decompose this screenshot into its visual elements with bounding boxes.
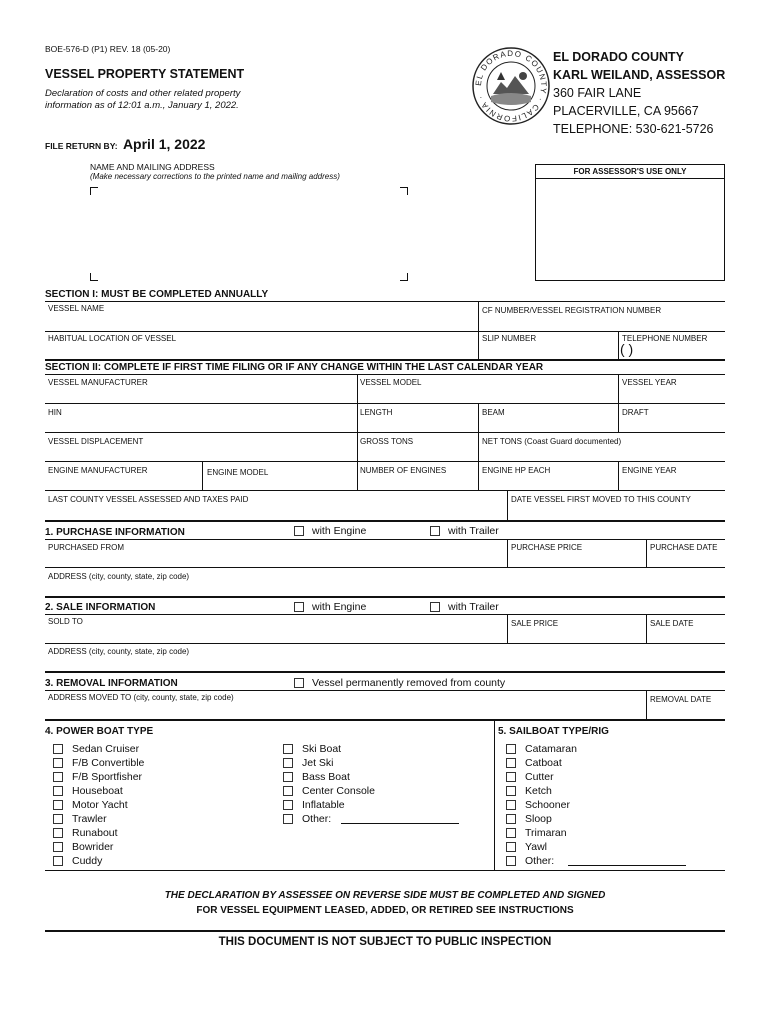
option-label: Cutter xyxy=(525,771,554,783)
sale-info-title: 2. SALE INFORMATION xyxy=(45,602,156,613)
engine-year-field[interactable] xyxy=(620,476,724,489)
option-label: Motor Yacht xyxy=(72,799,128,811)
power-boat-list-2 xyxy=(283,742,459,826)
checkbox-icon xyxy=(294,526,304,536)
purchase-address-field[interactable] xyxy=(47,582,724,595)
divider xyxy=(45,403,725,404)
net-tons-label: NET TONS (Coast Guard documented) xyxy=(482,437,622,446)
option-label: Jet Ski xyxy=(302,757,334,769)
section-2-title: SECTION II: COMPLETE IF FIRST TIME FILING OR IF ANY CHANGE WITHIN THE LAST CALENDAR YEAR xyxy=(45,362,544,373)
file-return-label: FILE RETURN BY: xyxy=(45,141,118,151)
divider xyxy=(45,614,725,615)
sold-to-label: SOLD TO xyxy=(48,617,83,626)
power-bowrider-checkbox[interactable] xyxy=(53,840,144,854)
purchase-date-label: PURCHASE DATE xyxy=(650,543,718,552)
address-moved-label: ADDRESS MOVED TO (city, county, state, zip code) xyxy=(48,693,234,702)
vessel-model-field[interactable] xyxy=(359,388,616,402)
divider xyxy=(618,403,619,432)
purchase-with-engine-checkbox[interactable] xyxy=(294,525,366,537)
engine-model-label: ENGINE MODEL xyxy=(207,468,269,477)
power-fb-sportfisher-checkbox[interactable] xyxy=(53,770,144,784)
purchase-info-title: 1. PURCHASE INFORMATION xyxy=(45,527,185,538)
option-label: Other: xyxy=(525,855,555,867)
power-center-console-checkbox[interactable] xyxy=(283,784,459,798)
power-boat-title: 4. POWER BOAT TYPE xyxy=(45,726,154,737)
beam-label: BEAM xyxy=(482,408,505,417)
divider xyxy=(45,359,725,361)
option-label: Ski Boat xyxy=(302,743,342,755)
power-boat-list-1 xyxy=(53,742,144,868)
draft-field[interactable] xyxy=(620,418,724,431)
checkbox-icon xyxy=(294,602,304,612)
sail-yawl-checkbox[interactable] xyxy=(506,840,686,854)
divider xyxy=(45,671,725,673)
purchase-price-label: PURCHASE PRICE xyxy=(511,543,583,552)
option-label: Sloop xyxy=(525,813,552,825)
form-subtitle: Declaration of costs and other related property information as of 12:01 a.m., January 1, 2022. xyxy=(45,88,241,111)
phone-area-code-parens: ( ) xyxy=(620,341,634,357)
engine-model-field[interactable] xyxy=(205,478,355,489)
divider xyxy=(507,614,508,643)
purchased-from-field[interactable] xyxy=(47,553,505,566)
checkbox-icon xyxy=(430,526,440,536)
habitual-location-field[interactable] xyxy=(47,344,475,358)
purchase-address-label: ADDRESS (city, county, state, zip code) xyxy=(48,572,190,581)
divider xyxy=(45,539,725,540)
option-label: Other: xyxy=(302,813,332,825)
removal-date-label: REMOVAL DATE xyxy=(650,695,712,704)
cf-number-field[interactable] xyxy=(481,316,723,330)
equipment-notice: FOR VESSEL EQUIPMENT LEASED, ADDED, OR RETIRED SEE INSTRUCTIONS xyxy=(196,905,574,916)
file-return-date: April 1, 2022 xyxy=(122,136,206,152)
power-inflatable-checkbox[interactable] xyxy=(283,798,459,812)
divider xyxy=(45,930,725,932)
divider xyxy=(45,520,725,522)
divider xyxy=(45,374,725,375)
checkbox-icon xyxy=(53,758,63,768)
checkbox-icon xyxy=(506,842,516,852)
beam-field[interactable] xyxy=(480,418,616,431)
option-label: Runabout xyxy=(72,827,118,839)
checkbox-icon xyxy=(283,800,293,810)
file-return-by xyxy=(45,136,205,152)
length-label: LENGTH xyxy=(360,408,393,417)
mailing-note: (Make necessary corrections to the printed name and mailing address) xyxy=(90,172,340,181)
sailboat-title: 5. SAILBOAT TYPE/RIG xyxy=(498,726,609,737)
sale-price-label: SALE PRICE xyxy=(511,619,559,628)
checkbox-label: with Engine xyxy=(312,525,367,537)
option-label: Bowrider xyxy=(72,841,114,853)
length-field[interactable] xyxy=(359,418,476,431)
engine-hp-field[interactable] xyxy=(480,476,616,489)
checkbox-icon xyxy=(53,814,63,824)
sail-cutter-checkbox[interactable] xyxy=(506,770,686,784)
county-telephone: TELEPHONE: 530-621-5726 xyxy=(553,122,714,136)
sail-sloop-checkbox[interactable] xyxy=(506,812,686,826)
power-sedan-cruiser-checkbox[interactable] xyxy=(53,742,144,756)
divider xyxy=(45,432,725,433)
section-1-title: SECTION I: MUST BE COMPLETED ANNUALLY xyxy=(45,289,269,300)
divider xyxy=(646,614,647,643)
telephone-number-field[interactable] xyxy=(640,344,724,358)
purchase-date-field[interactable] xyxy=(648,553,724,566)
vessel-year-field[interactable] xyxy=(620,388,724,402)
sail-catamaran-checkbox[interactable] xyxy=(506,742,686,756)
checkbox-label: with Trailer xyxy=(448,525,499,537)
divider xyxy=(646,690,647,719)
checkbox-icon xyxy=(506,814,516,824)
checkbox-icon xyxy=(506,856,516,866)
hin-label: HIN xyxy=(48,408,62,417)
checkbox-icon xyxy=(506,744,516,754)
sail-other-checkbox[interactable] xyxy=(506,854,686,868)
divider xyxy=(45,719,725,721)
option-label: Center Console xyxy=(302,785,375,797)
option-label: Yawl xyxy=(525,841,547,853)
slip-number-label: SLIP NUMBER xyxy=(482,334,537,343)
vessel-displacement-label: VESSEL DISPLACEMENT xyxy=(48,437,144,446)
assessor-use-label: FOR ASSESSOR'S USE ONLY xyxy=(536,165,724,179)
draft-label: DRAFT xyxy=(622,408,649,417)
county-address-block xyxy=(553,48,725,138)
checkbox-icon xyxy=(53,842,63,852)
option-label: Trawler xyxy=(72,813,107,825)
option-label: Inflatable xyxy=(302,799,345,811)
purchased-from-label: PURCHASED FROM xyxy=(48,543,125,552)
sale-price-field[interactable] xyxy=(509,629,644,642)
purchase-price-field[interactable] xyxy=(509,553,644,566)
checkbox-icon xyxy=(506,772,516,782)
checkbox-icon xyxy=(506,800,516,810)
checkbox-icon xyxy=(430,602,440,612)
sale-with-trailer-checkbox[interactable] xyxy=(430,601,499,613)
engine-year-label: ENGINE YEAR xyxy=(622,466,677,475)
sale-address-label: ADDRESS (city, county, state, zip code) xyxy=(48,647,190,656)
checkbox-icon xyxy=(294,678,304,688)
power-motor-yacht-checkbox[interactable] xyxy=(53,798,144,812)
divider xyxy=(45,690,725,691)
engine-manufacturer-label: ENGINE MANUFACTURER xyxy=(48,466,148,475)
checkbox-icon xyxy=(283,744,293,754)
sailboat-list xyxy=(506,742,686,868)
option-label: Ketch xyxy=(525,785,552,797)
option-label: Trimaran xyxy=(525,827,567,839)
removal-info-title: 3. REMOVAL INFORMATION xyxy=(45,678,178,689)
divider xyxy=(45,461,725,462)
cf-number-label: CF NUMBER/VESSEL REGISTRATION NUMBER xyxy=(482,306,662,315)
vessel-manufacturer-label: VESSEL MANUFACTURER xyxy=(48,378,148,387)
sold-to-field[interactable] xyxy=(47,628,505,642)
power-houseboat-checkbox[interactable] xyxy=(53,784,144,798)
checkbox-label: with Engine xyxy=(312,601,367,613)
hin-field[interactable] xyxy=(47,418,355,431)
power-jet-ski-checkbox[interactable] xyxy=(283,756,459,770)
checkbox-icon xyxy=(53,800,63,810)
vessel-removed-checkbox[interactable] xyxy=(294,677,505,689)
option-label: F/B Convertible xyxy=(72,757,145,769)
checkbox-label: Vessel permanently removed from county xyxy=(312,677,506,689)
divider xyxy=(45,567,725,568)
number-of-engines-label: NUMBER OF ENGINES xyxy=(360,466,447,475)
number-of-engines-field[interactable] xyxy=(359,476,476,489)
divider xyxy=(646,539,647,567)
sail-other-field[interactable] xyxy=(568,856,686,866)
checkbox-icon xyxy=(506,758,516,768)
gross-tons-label: GROSS TONS xyxy=(360,437,414,446)
checkbox-icon xyxy=(283,814,293,824)
option-label: Catamaran xyxy=(525,743,577,755)
vessel-displacement-field[interactable] xyxy=(47,447,355,460)
checkbox-label: with Trailer xyxy=(448,601,499,613)
vessel-year-label: VESSEL YEAR xyxy=(622,378,677,387)
address-moved-field[interactable] xyxy=(47,704,644,718)
power-runabout-checkbox[interactable] xyxy=(53,826,144,840)
public-inspection-notice: THIS DOCUMENT IS NOT SUBJECT TO PUBLIC INSPECTION xyxy=(218,936,552,948)
sale-address-field[interactable] xyxy=(47,657,724,670)
checkbox-icon xyxy=(283,758,293,768)
sail-ketch-checkbox[interactable] xyxy=(506,784,686,798)
divider xyxy=(45,331,725,332)
power-other-checkbox[interactable] xyxy=(283,812,459,826)
option-label: Sedan Cruiser xyxy=(72,743,140,755)
divider xyxy=(494,719,495,870)
date-moved-label: DATE VESSEL FIRST MOVED TO THIS COUNTY xyxy=(511,495,691,504)
sail-trimaran-checkbox[interactable] xyxy=(506,826,686,840)
option-label: Cuddy xyxy=(72,855,103,867)
removal-date-field[interactable] xyxy=(648,705,724,718)
county-city: PLACERVILLE, CA 95667 xyxy=(553,104,699,118)
vessel-name-field[interactable] xyxy=(47,314,475,330)
option-label: Houseboat xyxy=(72,785,123,797)
habitual-location-label: HABITUAL LOCATION OF VESSEL xyxy=(48,334,177,343)
checkbox-icon xyxy=(53,744,63,754)
vessel-manufacturer-field[interactable] xyxy=(47,388,355,402)
assessor-use-box xyxy=(535,164,725,281)
divider xyxy=(45,301,725,302)
seal-text: EL DORADO COUNTY · CALIFORNIA · xyxy=(473,48,549,124)
county-name: EL DORADO COUNTY xyxy=(553,50,685,64)
checkbox-icon xyxy=(53,772,63,782)
purchase-with-trailer-checkbox[interactable] xyxy=(430,525,499,537)
divider xyxy=(202,461,203,490)
checkbox-icon xyxy=(283,772,293,782)
sale-date-label: SALE DATE xyxy=(650,619,694,628)
engine-hp-label: ENGINE HP EACH xyxy=(482,466,551,475)
power-trawler-checkbox[interactable] xyxy=(53,812,144,826)
county-seal-logo xyxy=(471,46,551,126)
divider xyxy=(478,301,479,359)
gross-tons-field[interactable] xyxy=(359,447,476,460)
engine-manufacturer-field[interactable] xyxy=(47,476,200,489)
power-bass-boat-checkbox[interactable] xyxy=(283,770,459,784)
divider xyxy=(45,490,725,491)
sale-with-engine-checkbox[interactable] xyxy=(294,601,366,613)
slip-number-field[interactable] xyxy=(481,344,616,358)
power-fb-convertible-checkbox[interactable] xyxy=(53,756,144,770)
power-other-field[interactable] xyxy=(341,814,459,824)
county-street: 360 FAIR LANE xyxy=(553,86,642,100)
power-cuddy-checkbox[interactable] xyxy=(53,854,144,868)
divider xyxy=(45,596,725,598)
sale-date-field[interactable] xyxy=(648,629,724,642)
checkbox-icon xyxy=(506,828,516,838)
date-moved-field[interactable] xyxy=(509,505,724,519)
sail-catboat-checkbox[interactable] xyxy=(506,756,686,770)
option-label: Bass Boat xyxy=(302,771,350,783)
option-label: F/B Sportfisher xyxy=(72,771,143,783)
last-county-label: LAST COUNTY VESSEL ASSESSED AND TAXES PAID xyxy=(48,495,249,504)
checkbox-icon xyxy=(53,828,63,838)
checkbox-icon xyxy=(53,786,63,796)
form-code: BOE-576-D (P1) REV. 18 (05-20) xyxy=(45,44,171,54)
checkbox-icon xyxy=(53,856,63,866)
divider xyxy=(618,461,619,490)
divider xyxy=(507,490,508,520)
mailing-label: NAME AND MAILING ADDRESS xyxy=(90,162,215,172)
net-tons-field[interactable] xyxy=(480,447,724,460)
last-county-field[interactable] xyxy=(47,505,505,519)
divider xyxy=(45,643,725,644)
checkbox-icon xyxy=(506,786,516,796)
power-ski-boat-checkbox[interactable] xyxy=(283,742,459,756)
declaration-notice: THE DECLARATION BY ASSESSEE ON REVERSE SIDE MUST BE COMPLETED AND SIGNED xyxy=(164,890,606,901)
divider xyxy=(478,403,479,490)
checkbox-icon xyxy=(283,786,293,796)
divider xyxy=(507,539,508,567)
divider xyxy=(618,374,619,403)
vessel-model-label: VESSEL MODEL xyxy=(360,378,422,387)
telephone-number-label: TELEPHONE NUMBER xyxy=(622,334,708,343)
form-title: VESSEL PROPERTY STATEMENT xyxy=(45,67,245,81)
assessor-name: KARL WEILAND, ASSESSOR xyxy=(553,68,726,82)
mailing-address-field[interactable] xyxy=(92,190,406,278)
option-label: Catboat xyxy=(525,757,562,769)
option-label: Schooner xyxy=(525,799,570,811)
divider xyxy=(45,870,725,871)
vessel-name-label: VESSEL NAME xyxy=(48,304,105,313)
mailing-address-header xyxy=(90,162,340,182)
divider xyxy=(618,331,619,359)
sail-schooner-checkbox[interactable] xyxy=(506,798,686,812)
